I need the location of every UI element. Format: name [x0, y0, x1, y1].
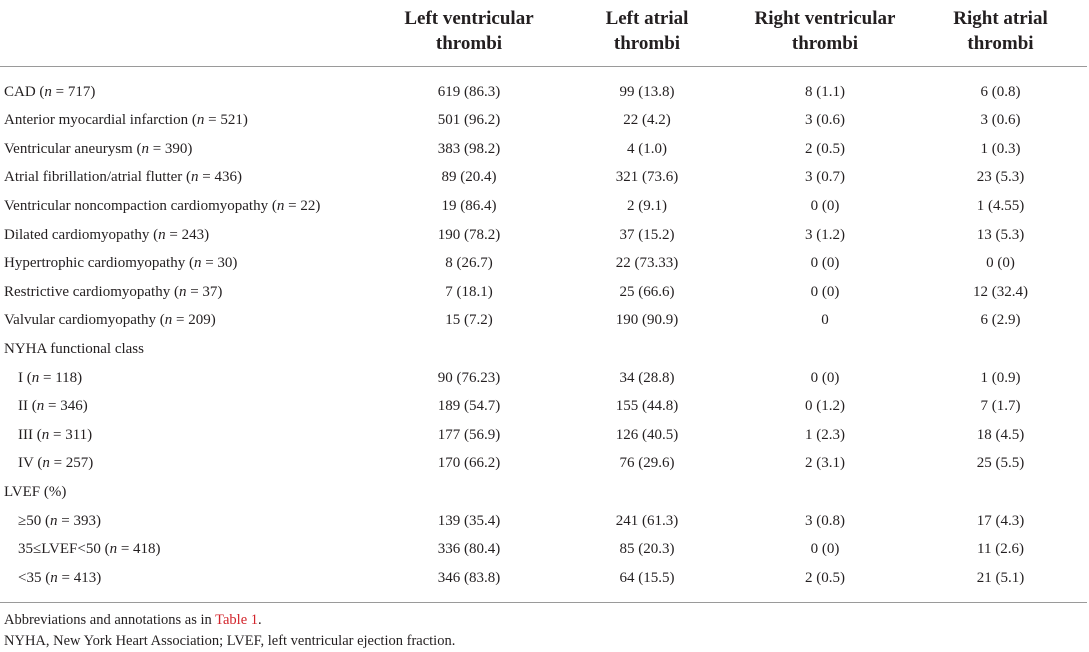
row-label-text: LVEF (%) [4, 484, 67, 501]
row-label: Dilated cardiomyopathy (n = 243) [4, 226, 210, 243]
row-n-value: 209 [188, 312, 211, 329]
cell-value: 64 (15.5) [619, 569, 675, 586]
row-label-text: Valvular cardiomyopathy [4, 312, 157, 329]
table-row [0, 421, 1087, 450]
header-right-atrial: Right atrial thrombi [914, 0, 1087, 66]
cell-value [558, 335, 736, 364]
cell-value: 99 (13.8) [619, 84, 675, 100]
cell-value: 4 (1.0) [627, 140, 667, 157]
cell-value: 25 (5.5) [976, 455, 1025, 472]
footnote-definitions: NYHA, New York Heart Association; LVEF, left ventricular ejection fraction. [4, 633, 456, 649]
table-row [0, 221, 1087, 250]
table-row [0, 392, 1087, 421]
cell-value [914, 335, 1087, 364]
table-row [0, 535, 1087, 564]
header-label-column [0, 0, 380, 66]
row-label-text: NYHA functional class [4, 341, 144, 358]
section-row [0, 335, 1087, 364]
cell-value: 2 (0.5) [805, 140, 845, 157]
cell-value: 126 (40.5) [615, 426, 679, 443]
cell-value: 0 (0) [810, 198, 840, 215]
cell-value [380, 335, 558, 364]
cell-value: 22 (73.33) [615, 255, 679, 272]
cell-value: 90 (76.23) [437, 369, 501, 386]
row-n-value: 413 [73, 569, 97, 586]
cell-value: 1 (0.9) [980, 369, 1021, 386]
cell-value: 34 (28.8) [619, 369, 675, 386]
row-n-value: 37 [202, 283, 218, 300]
header-left-ventricular: Left ventricular thrombi [380, 0, 558, 66]
row-label: CAD (n = 717) [4, 84, 96, 100]
cell-value: 7 (18.1) [445, 283, 493, 300]
row-n-value: 30 [217, 255, 233, 272]
cell-value: 170 (66.2) [437, 455, 501, 472]
row-label-text: III [18, 426, 33, 443]
row-label: Atrial fibrillation/atrial flutter (n = 436) [4, 169, 242, 186]
cell-value: 2 (3.1) [805, 455, 845, 472]
table-body [0, 66, 1087, 603]
table-row [0, 249, 1087, 278]
cell-value: 89 (20.4) [441, 169, 497, 186]
cell-value: 336 (80.4) [437, 541, 501, 558]
table-row [0, 66, 1087, 107]
row-label-text: IV [18, 455, 34, 472]
cell-value [736, 478, 914, 507]
row-label: Ventricular noncompaction cardiomyopathy (n = 22) [4, 198, 321, 215]
row-n-value: 390 [164, 140, 188, 157]
row-label-text: ≥50 [18, 512, 42, 529]
cell-value [558, 478, 736, 507]
row-label-text: Ventricular noncompaction cardiomyopathy [4, 198, 269, 215]
cell-value [380, 478, 558, 507]
row-label-text: Restrictive cardiomyopathy [4, 283, 171, 300]
cell-value: 0 (0) [986, 255, 1015, 272]
cell-value: 139 (35.4) [437, 512, 501, 529]
row-label: IV (n = 257) [18, 455, 94, 472]
cell-value: 25 (66.6) [619, 283, 675, 300]
cell-value [914, 478, 1087, 507]
cell-value: 0 (0) [810, 283, 840, 300]
cell-value: 241 (61.3) [615, 512, 679, 529]
row-label: Valvular cardiomyopathy (n = 209) [4, 312, 216, 329]
row-n-value: 311 [65, 426, 88, 443]
row-n-value: 346 [60, 398, 83, 415]
cell-value: 13 (5.3) [976, 226, 1025, 243]
row-label: Ventricular aneurysm (n = 390) [4, 140, 193, 157]
row-n-value: 118 [55, 369, 78, 386]
cell-value [736, 335, 914, 364]
row-n-value: 393 [73, 512, 96, 529]
cell-value: 3 (0.8) [805, 512, 845, 529]
cell-value: 0 (0) [810, 541, 840, 558]
header-left-atrial: Left atrial thrombi [558, 0, 736, 66]
row-label-text: Hypertrophic cardiomyopathy [4, 255, 186, 272]
row-n-value: 717 [67, 84, 91, 100]
cell-value: 6 (2.9) [980, 312, 1021, 329]
cell-value: 1 (4.55) [976, 198, 1025, 215]
cell-value: 3 (0.7) [805, 169, 845, 186]
cell-value: 3 (0.6) [980, 112, 1021, 129]
row-label-text: II [18, 398, 28, 415]
row-n-value: 521 [220, 112, 243, 129]
row-label: Hypertrophic cardiomyopathy (n = 30) [4, 255, 238, 272]
table-row [0, 164, 1087, 193]
cell-value: 1 (2.3) [805, 426, 845, 443]
cell-value: 0 (1.2) [805, 398, 845, 415]
cell-value: 37 (15.2) [619, 226, 675, 243]
cell-value: 383 (98.2) [437, 140, 501, 157]
table-bottom-rule [0, 603, 1087, 604]
row-n-value: 243 [181, 226, 205, 243]
table-row [0, 450, 1087, 479]
cell-value: 1 (0.3) [980, 140, 1021, 157]
row-label: Restrictive cardiomyopathy (n = 37) [4, 283, 223, 300]
row-label-text: I [18, 369, 23, 386]
row-n-value: 418 [133, 541, 156, 558]
row-label: ≥50 (n = 393) [18, 512, 101, 529]
cell-value: 22 (4.2) [623, 112, 671, 129]
cell-value: 0 (0) [810, 255, 840, 272]
row-label-text: Atrial fibrillation/atrial flutter [4, 169, 183, 186]
section-row [0, 478, 1087, 507]
cell-value: 619 (86.3) [437, 84, 501, 100]
cell-value: 8 (1.1) [805, 84, 845, 100]
cell-value: 19 (86.4) [441, 198, 497, 215]
row-n-value: 22 [300, 198, 316, 215]
row-label-text: Ventricular aneurysm [4, 140, 133, 157]
cell-value: 346 (83.8) [437, 569, 501, 586]
row-label: II (n = 346) [18, 398, 88, 415]
cell-value: 155 (44.8) [615, 398, 679, 415]
row-label: III (n = 311) [18, 426, 93, 443]
section-label [0, 478, 380, 507]
cell-value: 21 (5.1) [976, 569, 1025, 586]
cell-value: 7 (1.7) [980, 398, 1021, 415]
cell-value: 2 (0.5) [805, 569, 845, 586]
table-row [0, 107, 1087, 136]
section-label [0, 335, 380, 364]
cell-value: 23 (5.3) [976, 169, 1025, 186]
table-row [0, 307, 1087, 336]
table-row [0, 192, 1087, 221]
cell-value: 8 (26.7) [445, 255, 493, 272]
cell-value: 17 (4.3) [976, 512, 1025, 529]
table-row [0, 364, 1087, 393]
row-label: I (n = 118) [18, 369, 83, 386]
table-row [0, 507, 1087, 536]
cell-value: 18 (4.5) [976, 426, 1025, 443]
cell-value: 15 (7.2) [445, 312, 493, 329]
cell-value: 3 (0.6) [805, 112, 845, 129]
row-label: 35≤LVEF<50 (n = 418) [18, 541, 161, 558]
cell-value: 85 (20.3) [619, 541, 675, 558]
table-row [0, 564, 1087, 603]
cell-value: 11 (2.6) [977, 541, 1024, 558]
row-label-text: Anterior myocardial infarction [4, 112, 189, 129]
cell-value: 6 (0.8) [980, 84, 1021, 100]
cell-value: 76 (29.6) [619, 455, 675, 472]
row-n-value: 436 [214, 169, 237, 186]
cell-value: 3 (1.2) [805, 226, 845, 243]
table-1-link[interactable]: Table 1 [215, 612, 259, 628]
table-footnotes [4, 610, 455, 652]
cell-value: 190 (78.2) [437, 226, 501, 243]
cell-value: 2 (9.1) [627, 198, 667, 215]
header-right-ventricular: Right ventricular thrombi [736, 0, 914, 66]
table-row [0, 278, 1087, 307]
cell-value: 501 (96.2) [437, 112, 501, 129]
footnote-abbreviations: Abbreviations and annotations as in Table 1. [4, 612, 262, 628]
cell-value: 12 (32.4) [973, 283, 1028, 300]
cell-value: 189 (54.7) [437, 398, 501, 415]
row-n-value: 257 [65, 455, 89, 472]
cell-value: 0 [821, 312, 829, 329]
table-header [0, 0, 1087, 66]
cell-value: 0 (0) [810, 369, 840, 386]
row-label-text: 35≤LVEF<50 [18, 541, 101, 558]
row-label-text: CAD [4, 84, 36, 100]
cell-value: 321 (73.6) [615, 169, 679, 186]
row-label: <35 (n = 413) [18, 569, 102, 586]
cell-value: 177 (56.9) [437, 426, 501, 443]
row-label: Anterior myocardial infarction (n = 521) [4, 112, 248, 129]
cell-value: 190 (90.9) [615, 312, 679, 329]
row-label-text: <35 [18, 569, 42, 586]
row-label-text: Dilated cardiomyopathy [4, 226, 150, 243]
table-row [0, 135, 1087, 164]
